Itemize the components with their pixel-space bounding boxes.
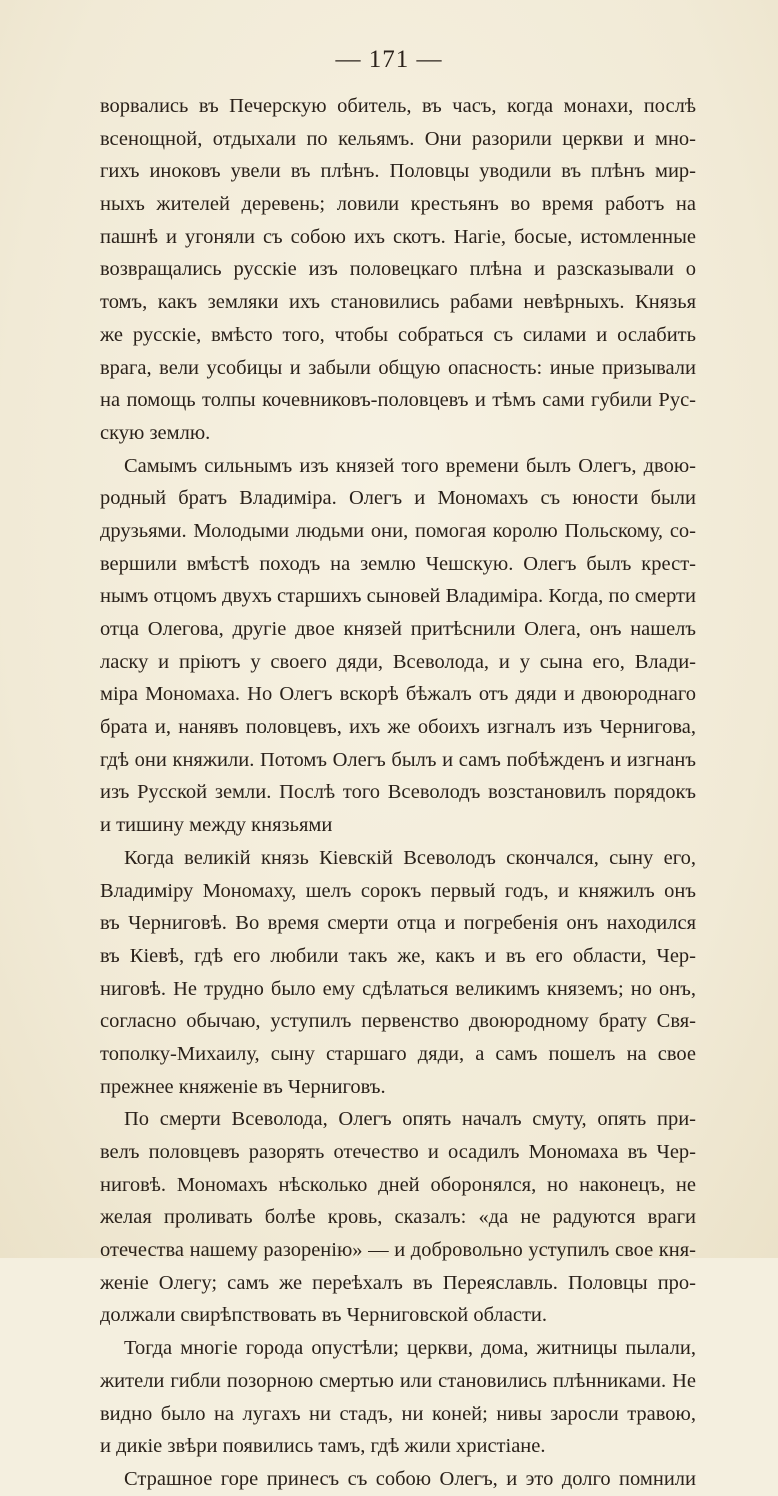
text-line: скую землю. <box>100 421 211 444</box>
text-line: и дикіе звѣри появились тамъ, гдѣ жили христіане. <box>100 1435 546 1458</box>
text-line: друзьями. Молодыми людьми они, помогая королю Польскому, со- <box>100 519 696 542</box>
text-line: ворвались въ Печерскую обитель, въ часъ, когда монахи, послѣ <box>100 95 696 117</box>
text-line: всенощной, отдыхали по кельямъ. Они разорили церкви и мно- <box>100 127 696 150</box>
text-line: желая проливать болѣе кровь, сказалъ: «да не радуются враги <box>100 1206 696 1229</box>
text-line: томъ, какъ земляки ихъ становились рабами невѣрныхъ. Князья <box>100 291 696 314</box>
text-line: гихъ иноковъ увели въ плѣнъ. Половцы уводили въ плѣнъ мир- <box>100 160 696 183</box>
text-line: ниговѣ. Не трудно было ему сдѣлаться великимъ княземъ; но онъ, <box>100 977 696 1000</box>
text-line: Когда великій князь Кіевскій Всеволодъ скончался, сыну его, <box>124 846 696 869</box>
text-line: жители гибли позорною смертью или становились плѣнниками. Не <box>100 1369 696 1392</box>
text-line: гдѣ они княжили. Потомъ Олегъ былъ и самъ побѣжденъ и изгнанъ <box>100 748 696 771</box>
text-line: По смерти Всеволода, Олегъ опять началъ смуту, опять при- <box>124 1108 696 1131</box>
text-line: прежнее княженіе въ Черниговъ. <box>100 1075 386 1098</box>
text-line: видно было на лугахъ ни стадъ, ни коней; нивы заросли травою, <box>100 1402 696 1425</box>
text-line: родный братъ Владиміра. Олегъ и Мономахъ съ юности были <box>100 487 696 510</box>
page-number: — 171 — <box>335 46 443 73</box>
text-line: вершили вмѣстѣ походъ на землю Чешскую. Олегъ былъ крест- <box>100 552 696 575</box>
text-line: Самымъ сильнымъ изъ князей того времени былъ Олегъ, двою- <box>124 454 696 477</box>
text-line: согласно обычаю, уступилъ первенство двоюродному брату Свя- <box>100 1010 696 1033</box>
text-line: врага, вели усобицы и забыли общую опасность: иные призывали <box>100 356 696 379</box>
body-text <box>100 90 696 1496</box>
text-line: ныхъ жителей деревень; ловили крестьянъ во время работъ на <box>100 193 696 216</box>
text-line: велъ половцевъ разорять отечество и осадилъ Мономаха въ Чер- <box>100 1141 696 1163</box>
text-line: пашнѣ и угоняли съ собою ихъ скотъ. Нагіе, босые, истомленные <box>100 225 696 248</box>
text-line: Тогда многіе города опустѣли; церкви, дома, житницы пылали, <box>124 1337 696 1360</box>
text-line: должали свирѣпствовать въ Черниговской области. <box>100 1304 547 1327</box>
text-line: нымъ отцомъ двухъ старшихъ сыновей Владиміра. Когда, по смерти <box>100 585 696 608</box>
text-line: изъ Русской земли. Послѣ того Всеволодъ возстановилъ порядокъ <box>100 781 696 804</box>
text-line: въ Кіевѣ, гдѣ его любили такъ же, какъ и въ его области, Чер- <box>100 944 696 967</box>
text-line: ласку и пріютъ у своего дяди, Всеволода, и у сына его, Влади- <box>100 650 696 673</box>
text-line: Страшное горе принесъ съ собою Олегъ, и это долго помнили <box>124 1467 696 1490</box>
text-line: тополку-Михаилу, сыну старшаго дяди, а самъ пошелъ на свое <box>100 1042 696 1065</box>
text-line: въ Черниговѣ. Во время смерти отца и погребенія онъ находился <box>100 912 696 935</box>
text-line: отечества нашему разоренію» — и добровольно уступилъ свое кня- <box>100 1239 696 1262</box>
text-line: и тишину между князьями <box>100 814 333 837</box>
text-line: Владиміру Мономаху, шелъ сорокъ первый годъ, и княжилъ онъ <box>100 879 696 902</box>
text-line: женіе Олегу; самъ же переѣхалъ въ Переяславль. Половцы про- <box>100 1271 696 1294</box>
text-line: ниговѣ. Мономахъ нѣсколько дней оборонялся, но наконецъ, не <box>100 1173 696 1196</box>
text-line: же русскіе, вмѣсто того, чтобы собраться съ силами и ослабить <box>100 323 696 346</box>
text-line: міра Мономаха. Но Олегъ вскорѣ бѣжалъ отъ дяди и двоюроднаго <box>100 683 696 706</box>
text-line: на помощь толпы кочевниковъ-половцевъ и тѣмъ сами губили Рус- <box>100 389 696 412</box>
text-line: брата и, нанявъ половцевъ, ихъ же обоихъ изгналъ изъ Чернигова, <box>100 716 696 739</box>
text-line: возвращались русскіе изъ половецкаго плѣна и разсказывали о <box>100 258 696 281</box>
text-line: отца Олегова, другіе двое князей притѣснили Олега, онъ нашелъ <box>100 618 696 640</box>
